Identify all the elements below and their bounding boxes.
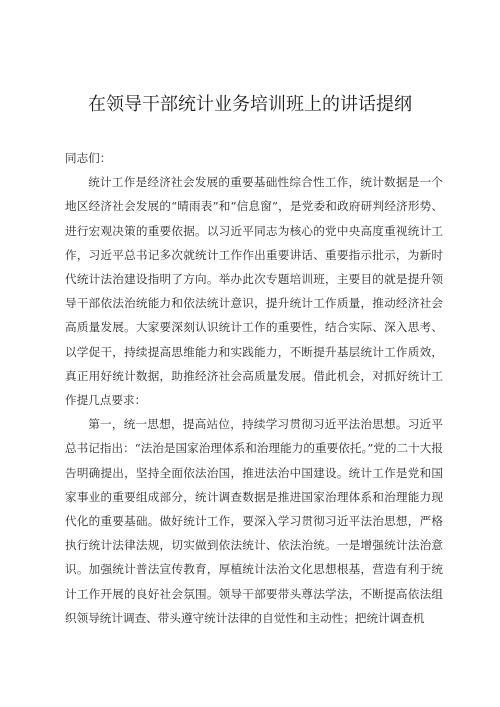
paragraph-first-point: 第一，统一思想，提高站位，持续学习贯彻习近平法治思想。习近平总书记指出：“法治是国家治理体系和治理能力的重要依托。”党的二十大报告明确提出，坚持全面依法治国，推进法治中国建设。统计工作是党和国家事业的重要组成部分，统计调查数据是推进国家治理体系和治理能力现代化的重要基础。做好统计工作，要深入学习贯彻习近平法治思想，严格执行统计法律法规，切实做到依法统计、依法治统。一是增强统计法治意识。加强统计普法宣传教育，厚植统计法治文化思想根基，营造有利于统计工作开展的良好社会氛围。领导干部要带头尊法学法，不断提高依法组织领导统计调查、带头遵守统计法律的自觉性和主动性；把统计调查机: [65, 417, 443, 625]
document-body: [65, 146, 443, 630]
salutation: 同志们：: [65, 151, 112, 165]
paragraph-intro: 统计工作是经济社会发展的重要基础性综合性工作，统计数据是一个地区经济社会发展的“晴雨表”和“信息窗”，是党委和政府研判经济形势、进行宏观决策的重要依据。以习近平同志为核心的党中央高度重视统计工作，习近平总书记多次就统计工作作出重要讲话、重要指示批示，为新时代统计法治建设指明了方向。举办此次专题培训班，主要目的就是提升领导干部依法治统能力和依法统计意识，提升统计工作质量，推动经济社会高质量发展。大家要深刻认识统计工作的重要性，结合实际、深入思考、以学促干，持续提高思维能力和实践能力，不断提升基层统计工作质效，真正用好统计数据，助推经济社会高质量发展。借此机会，对抓好统计工作提几点要求：: [65, 175, 443, 408]
document-title: 在领导干部统计业务培训班上的讲话提纲: [88, 94, 412, 115]
